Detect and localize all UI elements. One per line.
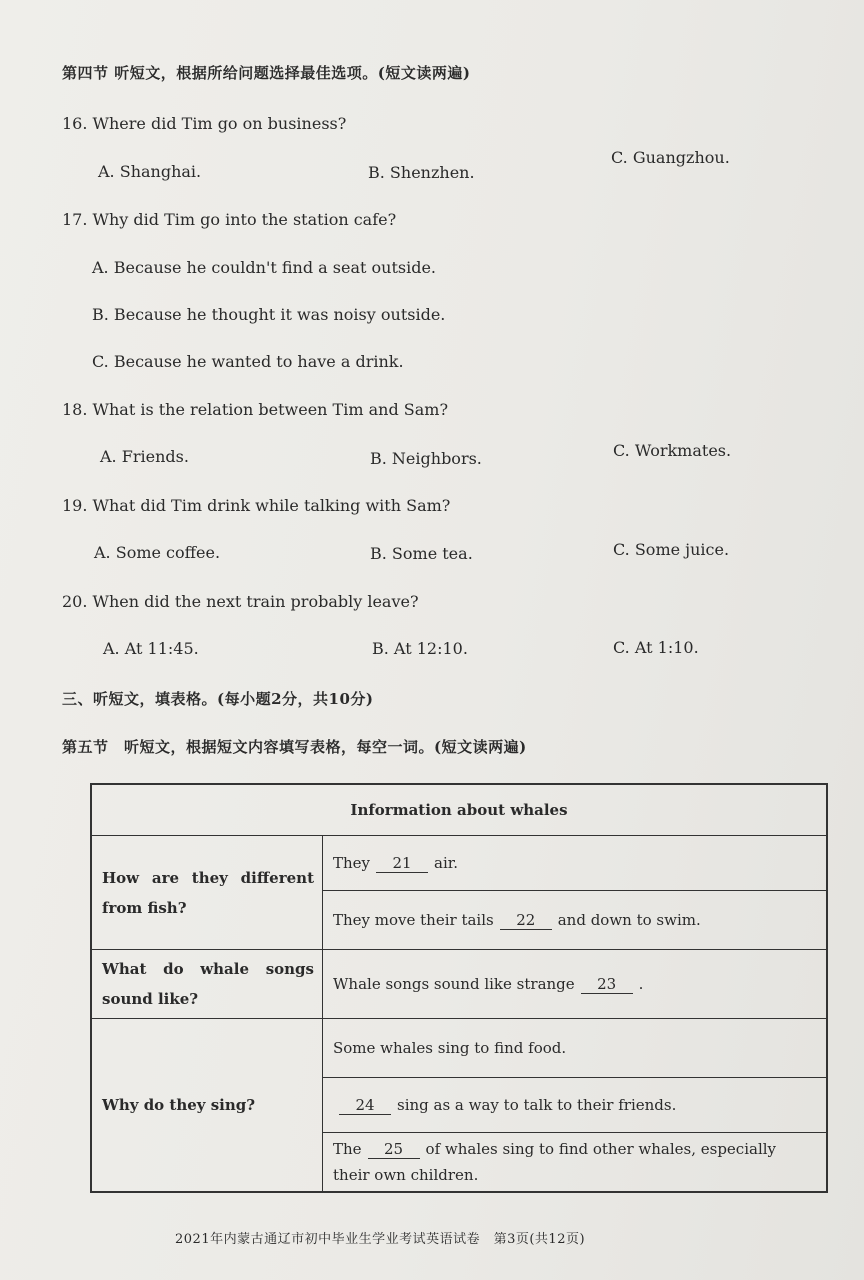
q18-option-a: A. Friends. xyxy=(100,447,189,466)
blank-22: 22 xyxy=(500,911,552,930)
q20-option-a: A. At 11:45. xyxy=(103,639,199,658)
q19-option-b: B. Some tea. xyxy=(370,544,473,563)
table-title: Information about whales xyxy=(91,784,827,836)
q18-option-c: C. Workmates. xyxy=(613,441,732,460)
question-cell-why-sing: Why do they sing? xyxy=(91,1019,323,1193)
q17-option-b: B. Because he thought it was noisy outside. xyxy=(92,305,446,324)
q17-option-c: C. Because he wanted to have a drink. xyxy=(92,352,404,371)
q16-option-a: A. Shanghai. xyxy=(98,162,202,181)
question-17: 17. Why did Tim go into the station cafe? xyxy=(62,210,397,229)
question-20: 20. When did the next train probably leave? xyxy=(62,592,419,611)
row25-text-before: The xyxy=(333,1140,362,1158)
answer-row-21 xyxy=(323,836,828,891)
blank-21: 21 xyxy=(376,854,428,873)
row22-text-after: and down to swim. xyxy=(557,910,701,929)
row21-text-before: They xyxy=(333,853,371,872)
blank-23: 23 xyxy=(581,975,633,994)
blank-25: 25 xyxy=(368,1140,420,1159)
q19-option-c: C. Some juice. xyxy=(613,540,730,559)
q20-option-b: B. At 12:10. xyxy=(372,639,468,658)
row22-text-before: They move their tails xyxy=(333,910,494,929)
blank-24: 24 xyxy=(339,1096,391,1115)
q16-option-b: B. Shenzhen. xyxy=(368,163,475,182)
answer-row-22 xyxy=(323,891,828,950)
section5-heading: 第五节 听短文，根据短文内容填写表格，每空一词。(短文读两遍) xyxy=(62,738,527,756)
question-16: 16. Where did Tim go on business? xyxy=(62,114,347,133)
question-cell-different: How are they different from fish? xyxy=(91,836,323,950)
row23-text-before: Whale songs sound like strange xyxy=(333,974,575,993)
question-19: 19. What did Tim drink while talking with Sam? xyxy=(62,496,451,515)
row25-text-after: of whales sing to find other whales, especially their own children. xyxy=(333,1140,777,1184)
q16-option-c: C. Guangzhou. xyxy=(611,148,730,167)
answer-row-25 xyxy=(323,1133,828,1193)
q17-option-a: A. Because he couldn't find a seat outside. xyxy=(92,258,437,277)
q18-option-b: B. Neighbors. xyxy=(370,449,482,468)
q20-option-c: C. At 1:10. xyxy=(613,638,699,657)
question-18: 18. What is the relation between Tim and Sam? xyxy=(62,400,449,419)
answer-row-food: Some whales sing to find food. xyxy=(323,1019,828,1078)
q19-option-a: A. Some coffee. xyxy=(94,543,221,562)
answer-row-24 xyxy=(323,1078,828,1133)
whale-info-table xyxy=(90,783,828,1193)
row24-text-after: sing as a way to talk to their friends. xyxy=(397,1095,677,1114)
row21-text-after: air. xyxy=(434,853,459,872)
part3-heading: 三、听短文，填表格。(每小题2分，共10分) xyxy=(62,690,374,708)
page-footer: 2021年内蒙古通辽市初中毕业生学业考试英语试卷 第3页(共12页) xyxy=(175,1232,586,1247)
row23-text-after: . xyxy=(638,974,644,993)
answer-row-23 xyxy=(323,950,828,1019)
question-cell-songs: What do whale songs sound like? xyxy=(91,950,323,1019)
section4-heading: 第四节 听短文，根据所给问题选择最佳选项。(短文读两遍) xyxy=(62,64,471,82)
